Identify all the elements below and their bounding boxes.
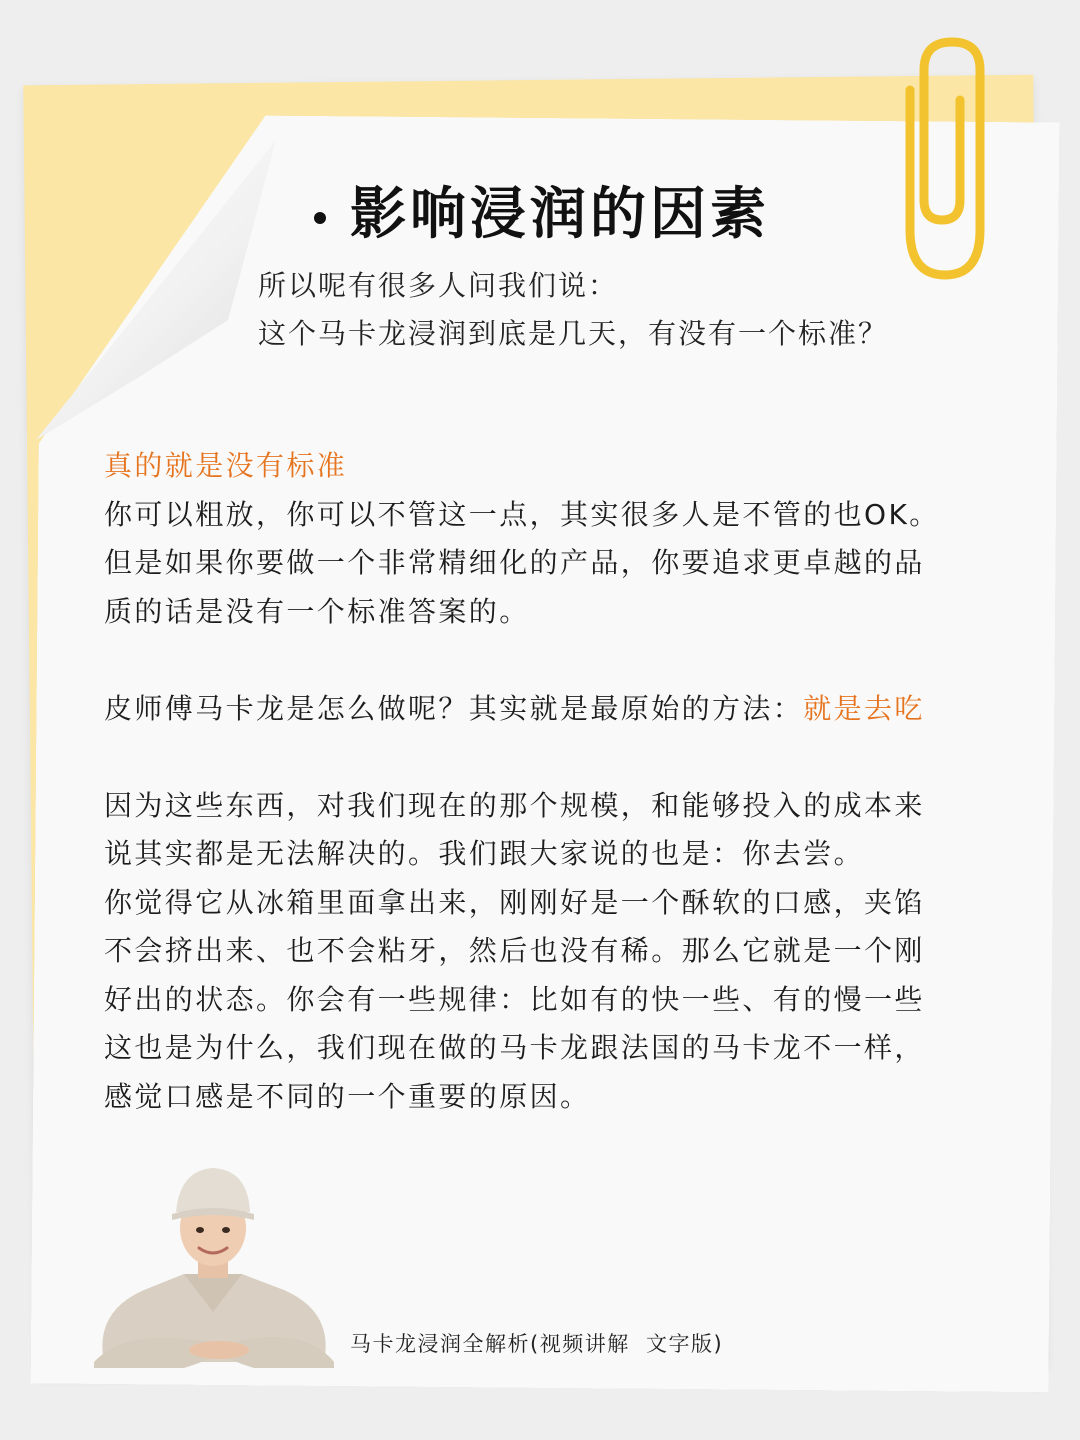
- paragraph-line: 因为这些东西，对我们现在的那个规模，和能够投入的成本来: [104, 788, 925, 822]
- paragraph-line: 质的话是没有一个标准答案的。: [104, 594, 530, 628]
- paragraph-line: 你可以粗放，你可以不管这一点，其实很多人是不管的也OK。: [104, 497, 940, 531]
- method-line: [104, 685, 1004, 734]
- paragraph-line: 感觉口感是不同的一个重要的原因。: [104, 1079, 591, 1113]
- method-highlight: 就是去吃: [803, 691, 925, 725]
- intro-block: [258, 262, 888, 358]
- paragraph-line: 这也是为什么，我们现在做的马卡龙跟法国的马卡龙不一样，: [104, 1031, 925, 1064]
- page-title: [300, 170, 860, 250]
- intro-line: 这个马卡龙浸润到底是几天，有没有一个标准？: [258, 317, 889, 350]
- page-title-text: 影响浸润的因素: [350, 182, 770, 247]
- method-text: 皮师傅马卡龙是怎么做呢？其实就是最原始的方法：: [104, 691, 804, 725]
- bullet-dot: [314, 212, 326, 224]
- paragraph-gap: [104, 636, 1004, 685]
- section-heading: 真的就是没有标准: [104, 449, 348, 482]
- paragraph-line: 说其实都是无法解决的。我们跟大家说的也是：你去尝。: [104, 837, 865, 870]
- caption: 马卡龙浸润全解析(视频讲解 文字版): [350, 1332, 724, 1356]
- article-body: [104, 442, 1004, 1121]
- presenter-avatar: [84, 1162, 342, 1370]
- paragraph-line: 好出的状态。你会有一些规律：比如有的快一些、有的慢一些: [104, 982, 925, 1016]
- paperclip-icon: [880, 30, 990, 290]
- paragraph-line: 你觉得它从冰箱里面拿出来，刚刚好是一个酥软的口感，夹馅: [104, 885, 925, 919]
- paragraph-gap: [104, 733, 1004, 782]
- paragraph-line: 但是如果你要做一个非常精细化的产品，你要追求更卓越的品: [104, 546, 925, 579]
- paragraph-line: 不会挤出来、也不会粘牙，然后也没有稀。那么它就是一个刚: [104, 934, 925, 967]
- intro-line: 所以呢有很多人问我们说：: [258, 269, 619, 302]
